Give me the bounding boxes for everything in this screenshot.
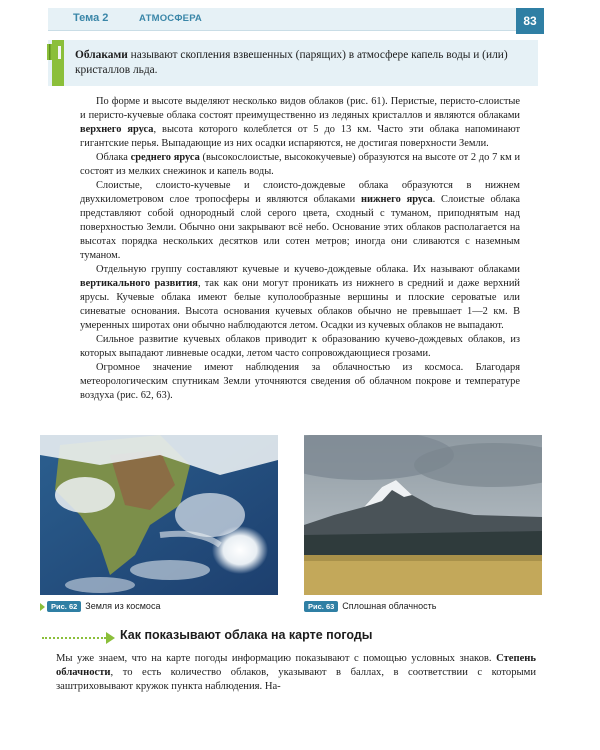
figure-63-caption [304,601,436,612]
topic-label: Тема 2 [73,12,109,24]
figure-caption-text: Сплошная облачность [342,601,437,611]
page-header [48,8,538,31]
definition-body: называют скопления взвешенных (парящих) в атмосфере капель воды и (или) кристаллов льда. [75,49,508,76]
paragraph [80,263,520,333]
section-text [56,652,536,694]
book-icon [46,43,62,61]
definition-text [75,48,525,78]
section-heading [42,628,542,648]
main-text [80,95,520,403]
overcast-landscape-image [304,435,542,595]
paragraph [80,95,520,151]
text-run: Отдельную группу составляют кучевые и кучево-дождевые облака. Их называют облаками [96,264,520,275]
text-run: Слоистые, слоисто-кучевые и слоисто-дождевые облака образуются в нижнем двухкилометровом слое тропосферы и являются облаками [80,180,520,205]
earth-from-space-image [40,435,278,595]
bold-term: среднего яруса [130,152,200,163]
figure-caption-text: Земля из космоса [85,601,161,611]
text-run: (высокослоистые, высококучевые) образуются на высоте от 2 до 7 км и состоят из мелких снежинок и капель воды. [80,152,520,177]
caption-marker-icon [40,603,45,611]
figure-label: Рис. 63 [304,601,338,612]
paragraph [56,652,536,694]
text-run: , то есть количество облаков, указывают в баллах, в соответствии с которыми заштриховывают кружок пункта наблюдения. На- [56,667,536,692]
section-label: АТМОСФЕРА [139,13,202,24]
text-run: Облака [96,152,131,163]
page-number: 83 [516,8,544,34]
figure-label: Рис. 62 [47,601,81,612]
paragraph [80,179,520,263]
section-title: Как показывают облака на карте погоды [120,628,373,642]
text-run: . Слоистые облака представляют собой однородный слой серого цвета, сходный с туманом, приподнятым над поверхностью Земли. Обычно они закрывают всё небо. Основание этих облаков располагается на высотах порядка нескольких десятков или сотен метров; иногда они сливаются с наземным туманом. [80,194,520,261]
text-run: По форме и высоте выделяют несколько видов облаков (рис. 61). Перистые, перисто-слоистые и перисто-кучевые облака состоят преимущественно из ледяных кристаллов и являются облаками [80,96,520,121]
paragraph [80,151,520,179]
paragraph: Огромное значение имеют наблюдения за облачностью из космоса. Благодаря метеорологическим спутникам Земли уточняются сведения об облачном покрове и температуре воздуха (рис. 62, 63). [80,362,520,401]
text-run: , так как они могут проникать из нижнего в средний и даже верхний ярусы. Кучевые облака имеют белые куполообразные вершины и плоские сероватые или синеватые основания. Высота основания кучевых облаков обычно не превышает 1—2 км. В умеренных широтах они обычно наблюдаются летом. Осадки из кучевых облаков не выпадают. [80,278,520,331]
arrow-icon [106,632,115,644]
dotted-line [42,637,106,639]
text-run: Мы уже знаем, что на карте погоды информацию показывают с помощью условных знаков. [56,653,497,664]
text-run: , высота которого колеблется от 5 до 13 км. Часто эти облака напоминают гигантские перья. Выпадающие из них осадки испаряются, не достигая поверхности Земли. [80,124,521,149]
figure-62-caption [40,601,160,612]
bold-term: верхнего яруса [80,124,154,135]
bold-term: Степень облачности [56,653,536,678]
definition-term: Облаками [75,49,128,61]
paragraph: Сильное развитие кучевых облаков приводит к образованию кучево-дождевых облаков, из которых выпадают ливневые осадки, летом часто сопровождающиеся грозами. [80,334,520,359]
bold-term: вертикального развития [80,278,198,289]
bold-term: нижнего яруса [361,194,433,205]
